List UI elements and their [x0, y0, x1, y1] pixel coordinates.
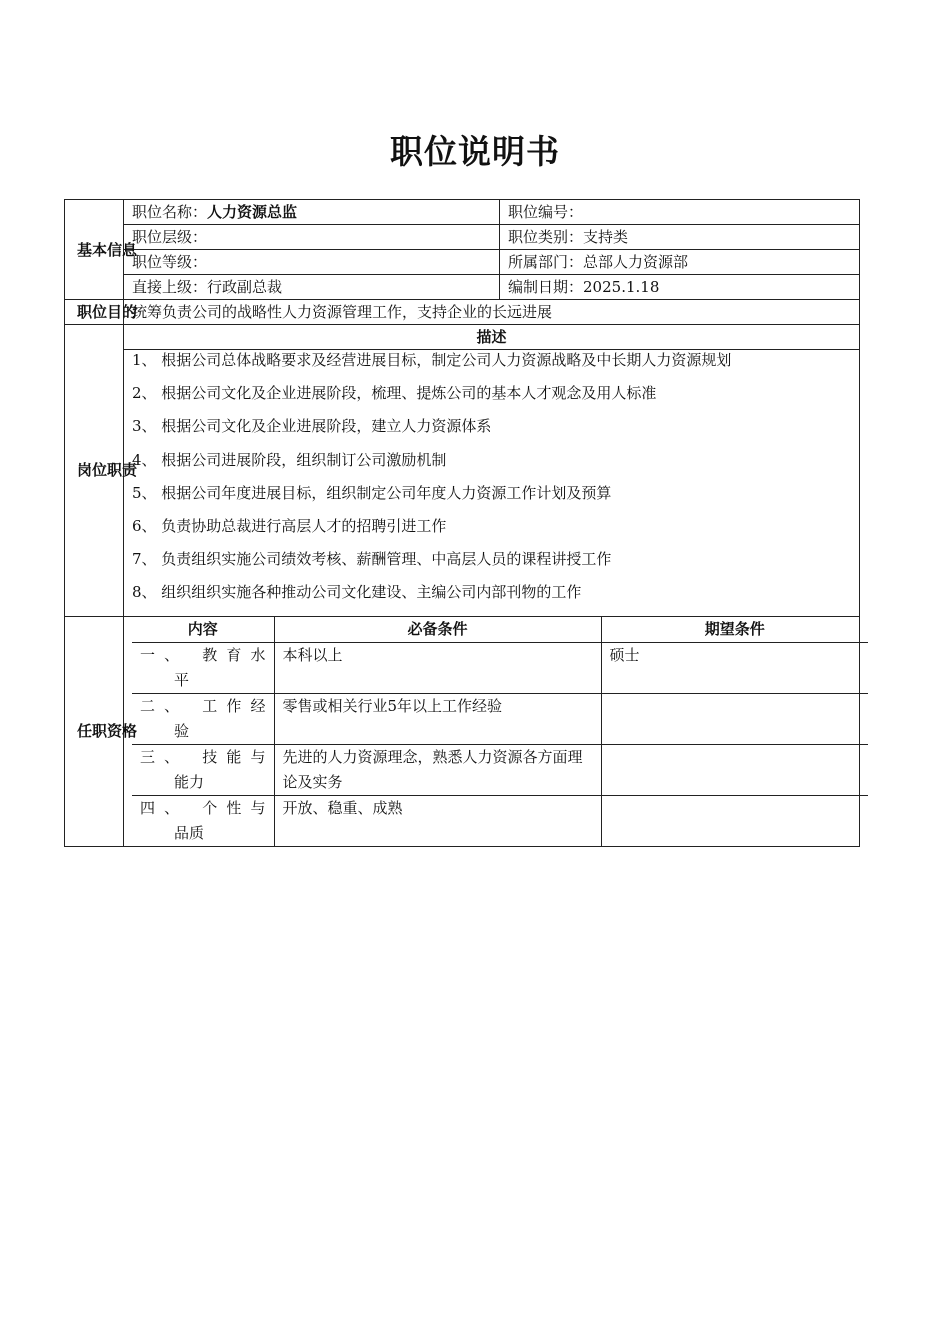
- duty-item: 1、 根据公司总体战略要求及经营进展目标，制定公司人力资源战略及中长期人力资源规划: [132, 351, 732, 369]
- qual-item-label: 四、 个性与 品质: [132, 795, 274, 846]
- table-row: [132, 744, 868, 795]
- qual-required: 零售或相关行业5年以上工作经验: [274, 693, 601, 744]
- position-category-cell: 职位类别：支持类: [500, 225, 860, 250]
- position-name-value: 人力资源总监: [207, 203, 298, 221]
- table-row: [132, 795, 868, 846]
- table-row: [132, 693, 868, 744]
- purpose-label: 职位目的: [65, 300, 124, 325]
- supervisor-cell: 直接上级：行政副总裁: [124, 275, 500, 300]
- job-description-table: [64, 199, 860, 847]
- duty-item: 2、 根据公司文化及企业进展阶段，梳理、提炼公司的基本人才观念及用人标准: [132, 384, 657, 403]
- qual-header-required: 必备条件: [274, 617, 601, 643]
- qual-required: 开放、稳重、成熟: [274, 795, 601, 846]
- position-level-cell: 职位层级：: [124, 225, 500, 250]
- duty-item: 5、 根据公司年度进展目标，组织制定公司年度人力资源工作计划及预算: [132, 483, 612, 502]
- qualifications-table: [132, 617, 868, 846]
- duty-item: 6、 负责协助总裁进行高层人才的招聘引进工作: [132, 516, 447, 535]
- duty-item: 4、 根据公司进展阶段，组织制订公司激励机制: [132, 450, 447, 469]
- qual-required: 先进的人力资源理念，熟悉人力资源各方面理论及实务: [274, 744, 601, 795]
- duty-item: 7、 负责组织实施公司绩效考核、薪酬管理、中高层人员的课程讲授工作: [132, 550, 612, 569]
- duty-item: 3、 根据公司文化及企业进展阶段，建立人力资源体系: [132, 417, 492, 436]
- duties-label: 岗位职责: [65, 325, 124, 617]
- duties-list: [124, 350, 860, 617]
- qual-expected: [601, 744, 868, 795]
- position-number-cell: 职位编号：: [500, 200, 860, 225]
- qual-header-expected: 期望条件: [601, 617, 868, 643]
- position-grade-cell: 职位等级：: [124, 250, 500, 275]
- qual-header-content: 内容: [132, 617, 274, 643]
- qual-expected: [601, 795, 868, 846]
- position-name-cell: 职位名称：人力资源总监: [124, 200, 500, 225]
- qual-item-label: 二、 工作经 验: [132, 693, 274, 744]
- qualifications-label: 任职资格: [65, 616, 124, 846]
- qual-expected: 硕士: [601, 642, 868, 693]
- purpose-text: 统筹负责公司的战略性人力资源管理工作，支持企业的长远进展: [124, 300, 860, 325]
- qual-expected: [601, 693, 868, 744]
- basic-info-label: 基本信息: [65, 200, 124, 300]
- document-title: 职位说明书: [390, 132, 560, 171]
- qual-required: 本科以上: [274, 642, 601, 693]
- qualifications-table-cell: [124, 616, 860, 846]
- prepared-date-cell: 编制日期：2025.1.18: [500, 275, 860, 300]
- department-cell: 所属部门：总部人力资源部: [500, 250, 860, 275]
- duty-item: 8、 组织组织实施各种推动公司文化建设、主编公司内部刊物的工作: [132, 583, 582, 602]
- qual-item-label: 一、 教育水 平: [132, 642, 274, 693]
- duties-header: 描述: [124, 325, 860, 350]
- table-row: [132, 642, 868, 693]
- qual-item-label: 三、 技能与 能力: [132, 744, 274, 795]
